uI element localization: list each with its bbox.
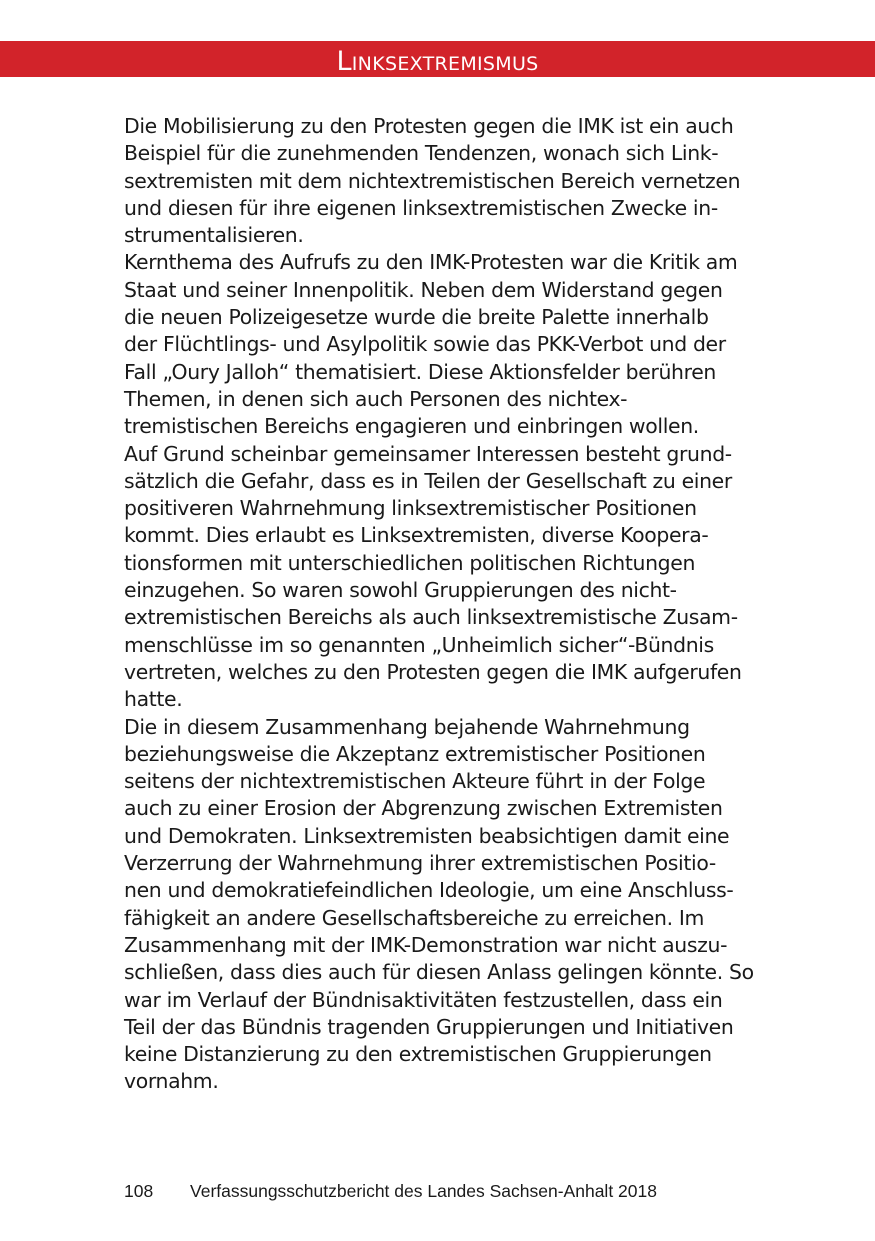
- page-number: 108: [124, 1181, 154, 1201]
- body-line: nen und demokratiefeindlichen Ideologie, um eine Anschluss-: [124, 878, 734, 903]
- body-line: Verzerrung der Wahrnehmung ihrer extremistischen Positio-: [124, 851, 716, 876]
- chapter-header-band: [0, 41, 875, 77]
- body-line: und Demokraten. Linksextremisten beabsichtigen damit eine: [124, 823, 730, 848]
- body-text: [124, 113, 764, 1096]
- body-line: strumentalisieren.: [124, 223, 304, 248]
- body-line: kommt. Dies erlaubt es Linksextremisten, diverse Koopera-: [124, 523, 709, 548]
- chapter-title: Linksextremismus: [336, 46, 539, 77]
- body-line: Die Mobilisierung zu den Protesten gegen die IMK ist ein auch: [124, 114, 734, 138]
- body-line: sätzlich die Gefahr, dass es in Teilen der Gesellschaft zu einer: [124, 468, 732, 493]
- body-line: auch zu einer Erosion der Abgrenzung zwischen Extremisten: [124, 796, 723, 821]
- body-line: positiveren Wahrnehmung linksextremistischer Positionen: [124, 496, 697, 521]
- body-line: keine Distanzierung zu den extremistischen Gruppierungen: [124, 1042, 712, 1067]
- body-line: Themen, in denen sich auch Personen des nichtex-: [124, 386, 628, 411]
- body-line: Beispiel für die zunehmenden Tendenzen, wonach sich Link-: [124, 141, 719, 166]
- body-line: Fall „Oury Jalloh“ thematisiert. Diese Aktionsfelder berühren: [124, 359, 716, 384]
- body-line: und diesen für ihre eigenen linksextremistischen Zwecke in-: [124, 195, 718, 220]
- body-line: vornahm.: [124, 1069, 219, 1094]
- body-line: beziehungsweise die Akzeptanz extremistischer Positionen: [124, 741, 706, 766]
- body-line: Staat und seiner Innenpolitik. Neben dem Widerstand gegen: [124, 277, 723, 302]
- body-line: war im Verlauf der Bündnisaktivitäten festzustellen, dass ein: [124, 987, 723, 1012]
- body-line: Teil der das Bündnis tragenden Gruppierungen und Initiativen: [124, 1014, 734, 1039]
- page-footer: [124, 1181, 657, 1202]
- body-line: fähigkeit an andere Gesellschaftsbereiche zu erreichen. Im: [124, 905, 705, 930]
- publication-title: Verfassungsschutzbericht des Landes Sachsen-Anhalt 2018: [190, 1181, 657, 1201]
- body-line: tionsformen mit unterschiedlichen politischen Richtungen: [124, 550, 696, 575]
- body-line: menschlüsse im so genannten „Unheimlich sicher“-Bündnis: [124, 632, 714, 657]
- body-line: Kernthema des Aufrufs zu den IMK-Protesten war die Kritik am: [124, 250, 738, 275]
- body-line: schließen, dass dies auch für diesen Anlass gelingen könnte. So: [124, 960, 754, 985]
- body-line: sextremisten mit dem nichtextremistischen Bereich vernetzen: [124, 168, 741, 193]
- body-line: seitens der nichtextremistischen Akteure führt in der Folge: [124, 769, 706, 794]
- body-line: tremistischen Bereichs engagieren und einbringen wollen.: [124, 414, 699, 439]
- body-line: hatte.: [124, 687, 183, 712]
- body-line: vertreten, welches zu den Protesten gegen die IMK aufgerufen: [124, 659, 742, 684]
- body-line: einzugehen. So waren sowohl Gruppierungen des nicht-: [124, 578, 677, 603]
- body-line: die neuen Polizeigesetze wurde die breite Palette innerhalb: [124, 305, 709, 330]
- body-line: Die in diesem Zusammenhang bejahende Wahrnehmung: [124, 714, 690, 739]
- body-line: Auf Grund scheinbar gemeinsamer Interessen besteht grund-: [124, 441, 732, 466]
- body-line: extremistischen Bereichs als auch linksextremistische Zusam-: [124, 605, 738, 630]
- body-line: der Flüchtlings- und Asylpolitik sowie das PKK-Verbot und der: [124, 332, 726, 357]
- body-line: Zusammenhang mit der IMK-Demonstration war nicht auszu-: [124, 932, 728, 957]
